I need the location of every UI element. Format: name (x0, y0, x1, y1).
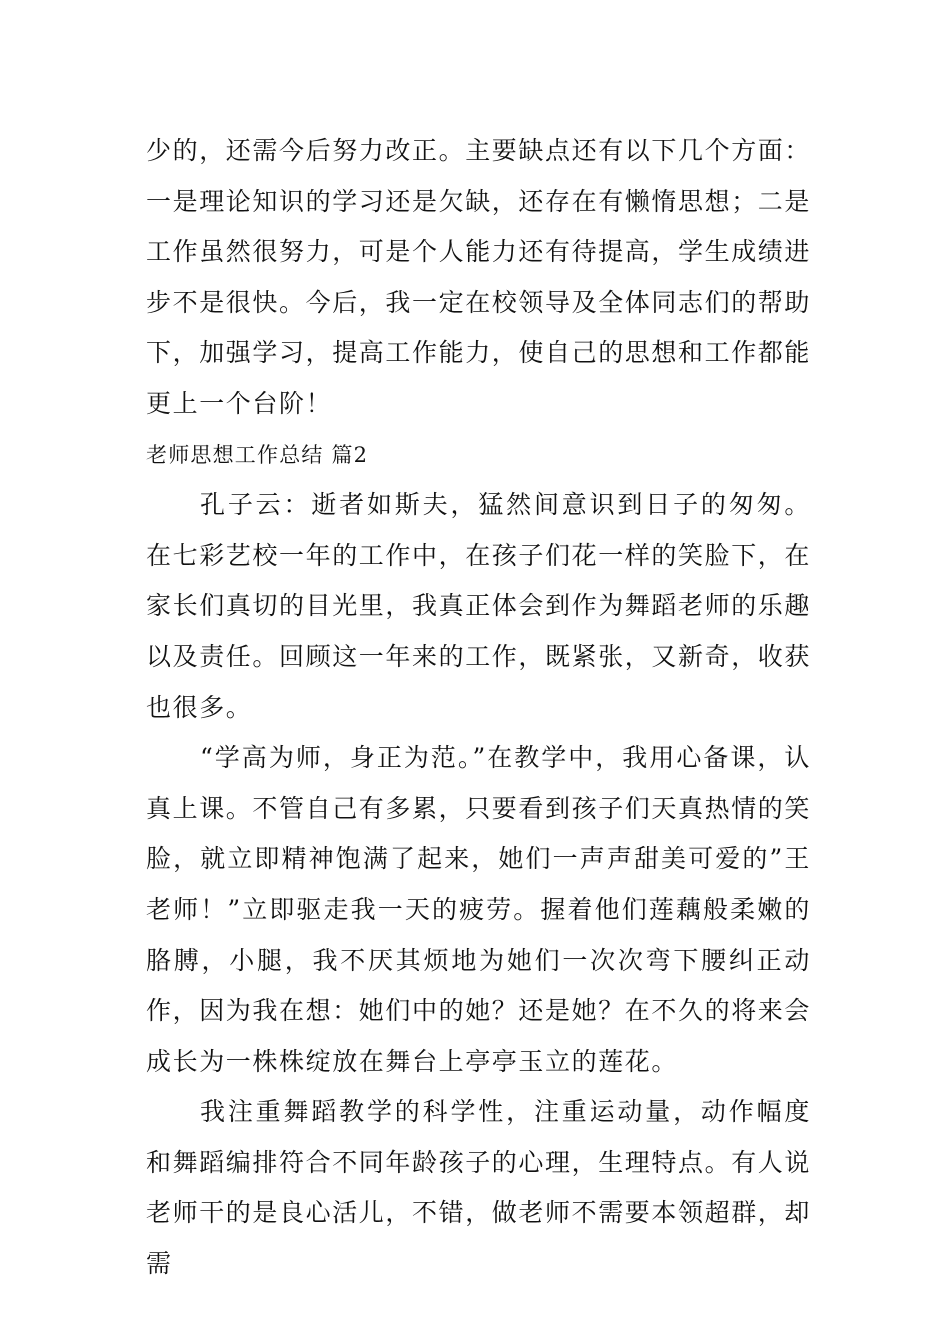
paragraph-3: 我注重舞蹈教学的科学性，注重运动量，动作幅度和舞蹈编排符合不同年龄孩子的心理，生理特点。有人说老师干的是良心活儿，不错，做老师不需要本领超群，却需 (146, 1097, 812, 1279)
continued-paragraph: 少的，还需今后努力改正。主要缺点还有以下几个方面：一是理论知识的学习还是欠缺，还存在有懒惰思想；二是工作虽然很努力，可是个人能力还有待提高，学生成绩进步不是很快。今后，我一定在校领导及全体同志们的帮助下，加强学习，提高工作能力，使自己的思想和工作都能更上一个台阶！ (146, 136, 812, 418)
document-page (146, 126, 811, 1290)
section-title: 老师思想工作总结 篇2 (146, 442, 369, 467)
paragraph-2: “学高为师，身正为范。”在教学中，我用心备课，认真上课。不管自己有多累，只要看到孩子们天真热情的笑脸，就立即精神饱满了起来，她们一声声甜美可爱的”王老师！”立即驱走我一天的疲劳。握着他们莲藕般柔嫩的胳膊，小腿，我不厌其烦地为她们一次次弯下腰纠正动作，因为我在想：她们中的她？还是她？在不久的将来会成长为一株株绽放在舞台上亭亭玉立的莲花。 (146, 743, 812, 1076)
paragraph-1: 孔子云：逝者如斯夫，猛然间意识到日子的匆匆。在七彩艺校一年的工作中，在孩子们花一样的笑脸下，在家长们真切的目光里，我真正体会到作为舞蹈老师的乐趣以及责任。回顾这一年来的工作，既紧张，又新奇，收获也很多。 (146, 490, 812, 722)
